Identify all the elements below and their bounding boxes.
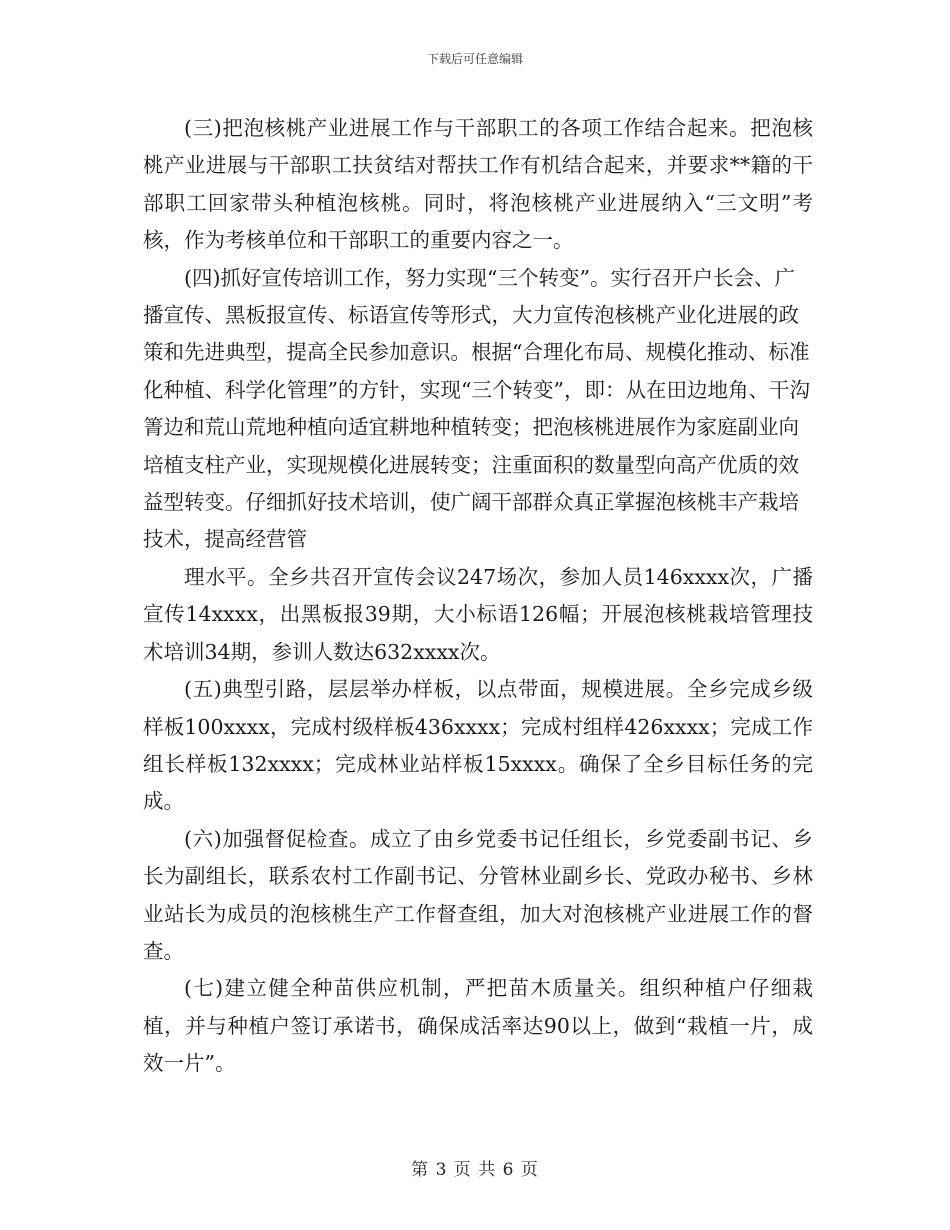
paragraph-4: (四)抓好宣传培训工作，努力实现“三个转变”。实行召开户长会、广播宣传、黑板报宣传、标语宣传等形式，大力宣传泡核桃产业化进展的政策和先进典型，提高全民参加意识。根据“合理化布局、规模化推动、标准化种植、科学化管理”的方针，实现“三个转变”，即：从在田边地角、干沟箐边和荒山荒地种植向适宜耕地种植转变；把泡核桃进展作为家庭副业向培植支柱产业，实现规模化进展转变；注重面积的数量型向高产优质的效益型转变。仔细抓好技术培训，使广阔干部群众真正掌握泡核桃丰产栽培技术，提高经营管 [143,265,810,552]
paragraph-3: (三)把泡核桃产业进展工作与干部职工的各项工作结合起来。把泡核桃产业进展与干部职工扶贫结对帮扶工作有机结合起来，并要求**籍的干部职工回家带头种植泡核桃。同时，将泡核桃产业进展纳入“三文明”考核，作为考核单位和干部职工的重要内容之一。 [143,116,813,253]
paragraph-5: (五)典型引路，层层举办样板，以点带面，规模进展。全乡完成乡级样板100xxxx，完成村级样板436xxxx；完成村组样426xxxx；完成工作组长样板132xxxx；完成林业站样板15xxxx。确保了全乡目标任务的完成。 [143,677,813,814]
page-header: 下载后可任意编辑 [426,52,523,66]
document-body [143,110,813,1083]
paragraph-4-continued: 理水平。全乡共召开宣传会议247场次，参加人员146xxxx次，广播宣传14xxxx，出黑板报39期，大小标语126幅；开展泡核桃栽培管理技术培训34期，参训人数达632xxxx次。 [143,564,813,664]
paragraph-7: (七)建立健全种苗供应机制，严把苗木质量关。组织种植户仔细栽植，并与种植户签订承诺书，确保成活率达90以上，做到“栽植一片，成效一片”。 [143,976,813,1076]
paragraph-6: (六)加强督促检查。成立了由乡党委书记任组长，乡党委副书记、乡长为副组长，联系农村工作副书记、分管林业副乡长、党政办秘书、乡林业站长为成员的泡核桃生产工作督查组，加大对泡核桃产业进展工作的督查。 [143,826,813,963]
page-number: 第 3 页 共 6 页 [411,1160,539,1180]
